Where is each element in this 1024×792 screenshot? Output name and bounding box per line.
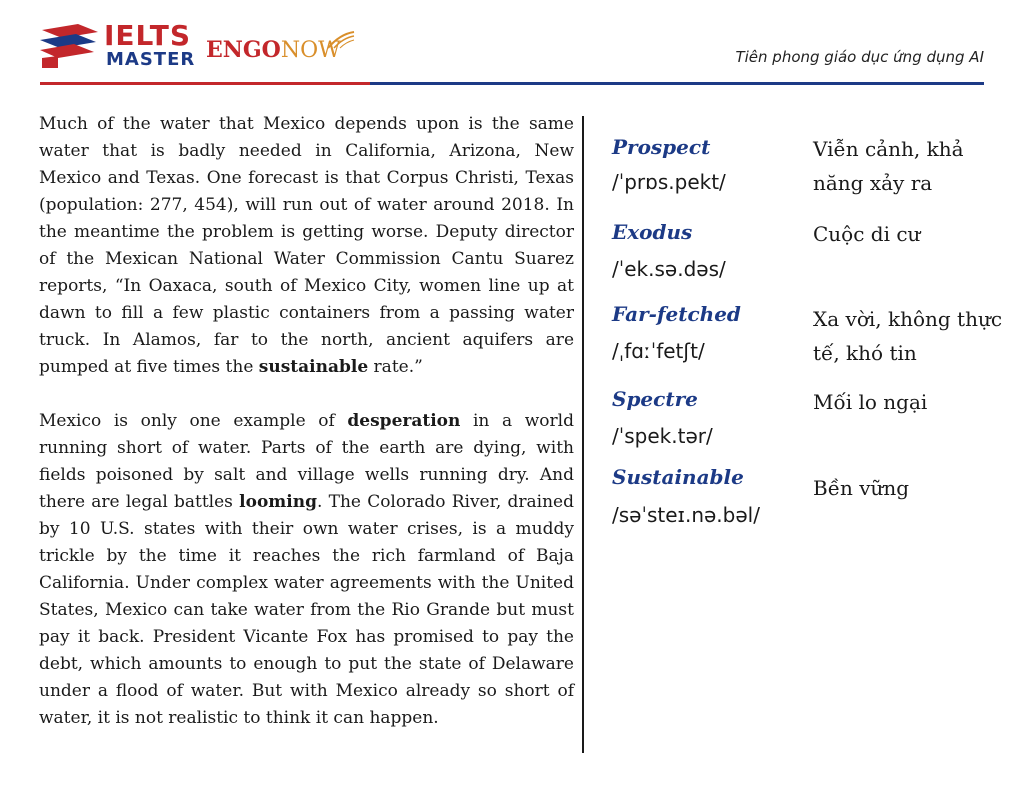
- page-header: [0, 0, 1024, 92]
- logo-now-text: NOW: [280, 38, 341, 63]
- vocab-ipa: /ˈek.sə.dəs/: [612, 257, 726, 281]
- highlight-desperation: desperation: [347, 411, 461, 431]
- header-rule-red: [40, 82, 370, 85]
- vocab-meaning: Xa vời, không thực tế, khó tin: [813, 307, 1003, 365]
- ielts-master-logo-icon: [38, 22, 100, 70]
- vocab-word: Prospect: [612, 135, 711, 159]
- header-rule-blue: [370, 82, 984, 85]
- vocab-ipa: /ˌfɑːˈfetʃt/: [612, 339, 705, 363]
- passage-text: . The Colorado River, drained by 10 U.S. states with their own water crises, is a muddy trickle by the time it reaches the rich farmland of Baja California. Under complex water agreements with the United States, Mexico can take water from the Rio Grande but must pay it back. President Vicante Fox has promised to pay the debt, which amounts to enough to put the state of Delaware under a flood of water. But with Mexico already so short of water, it is not realistic to think it can happen.: [39, 492, 574, 728]
- vocab-word: Sustainable: [612, 465, 744, 489]
- tagline: Tiên phong giáo dục ứng dụng AI: [735, 48, 984, 66]
- vocab-ipa: /ˈprɒs.pekt/: [612, 170, 726, 194]
- highlight-looming: looming: [239, 492, 317, 512]
- logo-ielts-text: IELTS: [104, 19, 192, 52]
- vocab-ipa: /səˈsteɪ.nə.bəl/: [612, 503, 760, 527]
- passage-text: Much of the water that Mexico depends upon is the same water that is badly needed in California, Arizona, New Mexico and Texas. One forecast is that Corpus Christi, Texas (population: 277, 454), will run out of water around 2018. In the meantime the problem is getting worse. Deputy director of the Mexican National Water Commission Cantu Suarez reports, “In Oaxaca, south of Mexico City, women line up at dawn to fill a few plastic containers from a passing water truck. In Alamos, far to the north, ancient aquifers are pumped at five times the: [39, 114, 574, 377]
- vocab-word: Spectre: [612, 387, 698, 411]
- spark-icon: [326, 30, 356, 50]
- vocab-meaning: Mối lo ngại: [813, 390, 928, 414]
- passage-paragraph-1: [39, 111, 574, 381]
- vocab-meaning: Bền vững: [813, 476, 910, 500]
- column-divider: [582, 116, 584, 753]
- engonow-logo: [206, 38, 341, 63]
- logo-engo-text: ENGO: [206, 37, 281, 63]
- logo-master-text: MASTER: [106, 49, 196, 70]
- passage-text: in a world running short of water. Parts of the earth are dying, with fields poisoned by salt and village wells running dry. And there are legal battles: [39, 411, 574, 512]
- vocab-meaning: Cuộc di cư: [813, 222, 921, 246]
- vocab-meaning: Viễn cảnh, khả năng xảy ra: [813, 137, 964, 195]
- passage-text: Mexico is only one example of: [39, 411, 348, 431]
- vocab-ipa: /ˈspek.tər/: [612, 424, 713, 448]
- highlight-sustainable: sustainable: [258, 357, 369, 377]
- passage-paragraph-2: [39, 408, 574, 732]
- passage-text: rate.”: [368, 357, 423, 377]
- vocab-word: Far-fetched: [612, 302, 741, 326]
- vocab-word: Exodus: [612, 220, 693, 244]
- reading-passage: [39, 111, 574, 732]
